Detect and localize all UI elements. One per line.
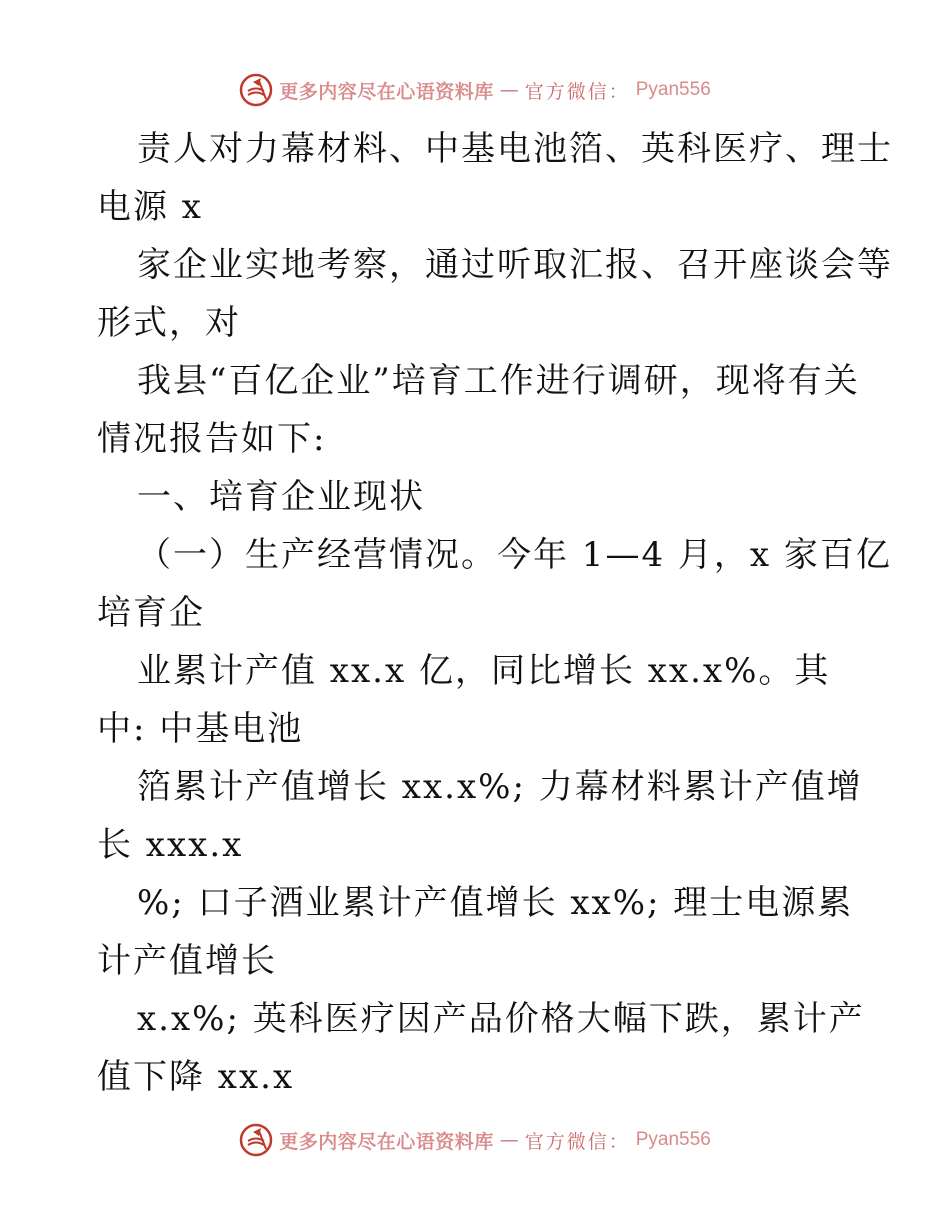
subsection-heading-line: （一）生产经营情况。今年 1—4 月，x 家百亿 (137, 535, 892, 575)
text-line: 中: 中基电池 (97, 709, 304, 749)
document-body (97, 120, 893, 1106)
text-line: 家企业实地考察，通过听取汇报、召开座谈会等 (137, 245, 893, 285)
text-line: 箔累计产值增长 xx.x%; 力幕材料累计产值增 (137, 767, 863, 807)
footer-watermark-banner (0, 1120, 950, 1160)
text-line: %; 口子酒业累计产值增长 xx%; 理士电源累 (137, 883, 854, 923)
text-line: 业累计产值 xx.x 亿，同比增长 xx.x%。其 (137, 651, 831, 691)
text-line: 电源 x (97, 187, 203, 227)
promo-text: 更多内容尽在心语资料库 (279, 1130, 494, 1153)
book-pen-logo-icon (239, 73, 273, 107)
section-heading: 一、培育企业现状 (137, 477, 425, 517)
wechat-label: 官方微信： (524, 1130, 630, 1153)
banner-dash: — (499, 79, 519, 101)
text-line: 培育企 (97, 593, 205, 633)
text-line: x.x%; 英科医疗因产品价格大幅下跌，累计产 (137, 999, 865, 1039)
text-line: 责人对力幕材料、中基电池箔、英科医疗、理士 (137, 129, 893, 169)
text-line: 形式，对 (97, 303, 241, 343)
text-line: 长 xxx.x (97, 825, 244, 865)
wechat-id: Pyan556 (635, 79, 711, 100)
text-line: 计产值增长 (97, 941, 277, 981)
header-watermark-banner (0, 70, 950, 110)
book-pen-logo-icon (239, 1123, 273, 1157)
text-line: 我县“百亿企业”培育工作进行调研，现将有关 (137, 361, 860, 401)
text-line: 值下降 xx.x (97, 1057, 295, 1097)
banner-dash: — (499, 1129, 519, 1151)
text-line: 情况报告如下: (97, 419, 327, 459)
promo-text: 更多内容尽在心语资料库 (279, 80, 494, 103)
wechat-label: 官方微信： (524, 80, 630, 103)
wechat-id: Pyan556 (635, 1129, 711, 1150)
